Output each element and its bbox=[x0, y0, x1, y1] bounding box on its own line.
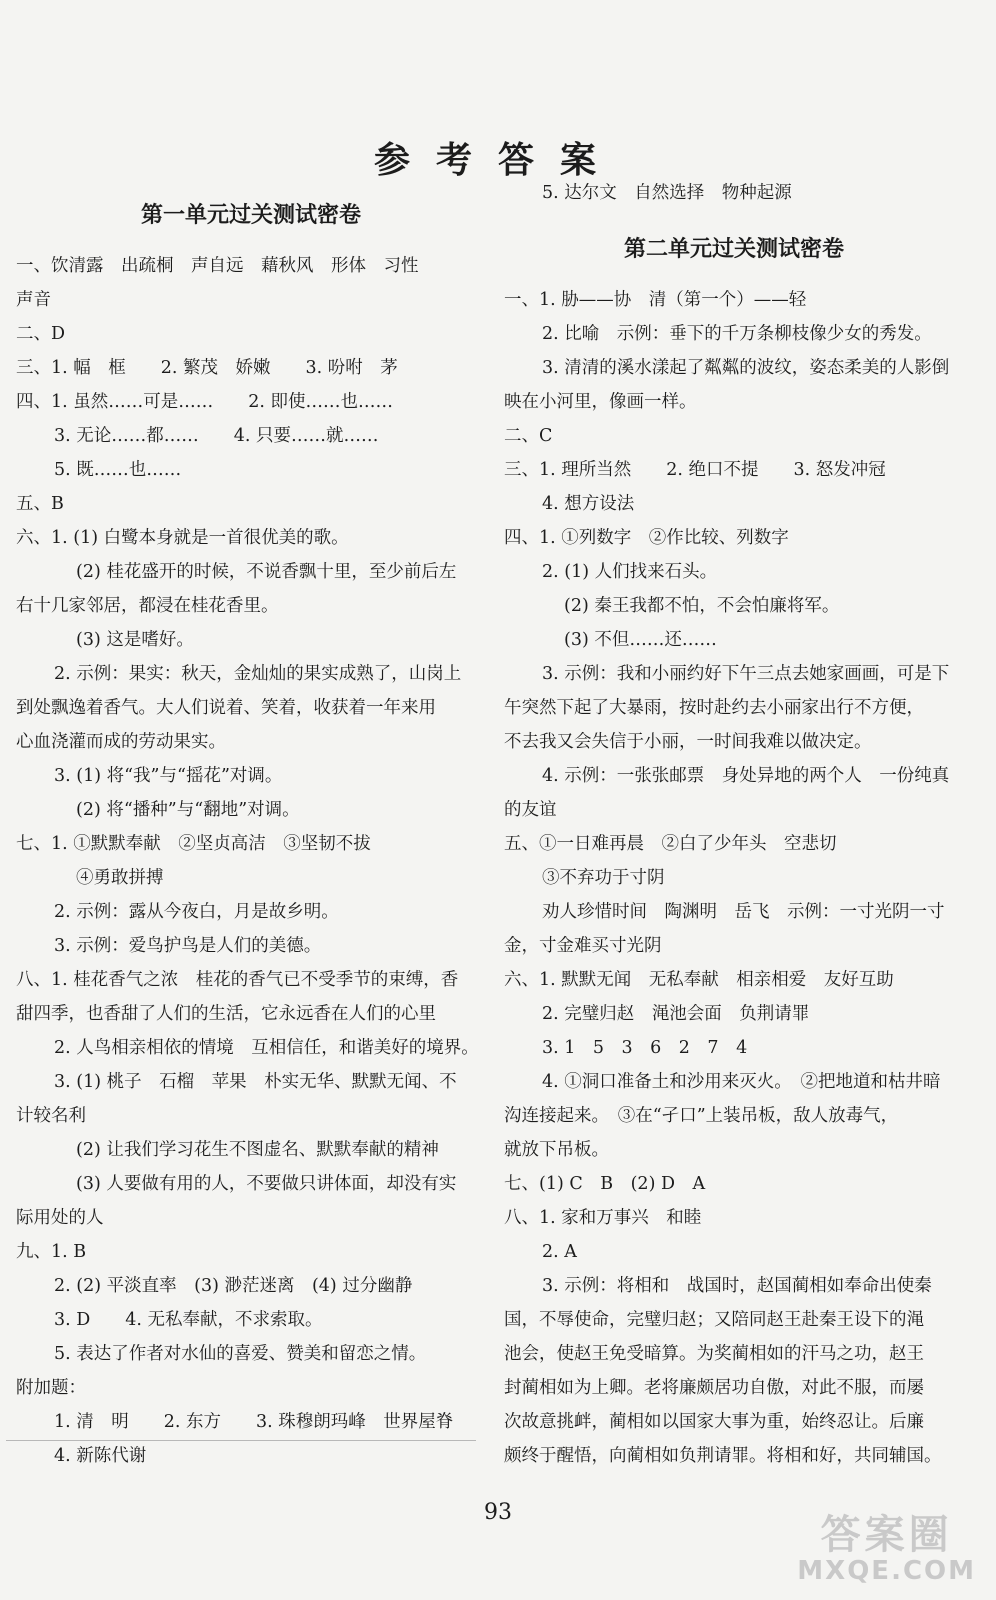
answer-line: 4. 想方设法 bbox=[542, 494, 635, 514]
watermark-url: MXQE.COM bbox=[797, 1556, 976, 1587]
answer-line: 心血浇灌而成的劳动果实。 bbox=[16, 732, 226, 752]
answer-line: 映在小河里，像画一样。 bbox=[504, 392, 697, 412]
answer-line: 3. (1) 将“我”与“摇花”对调。 bbox=[54, 766, 283, 786]
answer-line: 四、1. ①列数字 ②作比较、列数字 bbox=[504, 528, 789, 548]
answer-line: 计较名利 bbox=[16, 1106, 86, 1126]
answer-line: (2) 将“播种”与“翻地”对调。 bbox=[76, 800, 300, 820]
answer-line: (3) 人要做有用的人，不要做只讲体面，却没有实 bbox=[76, 1174, 457, 1194]
answer-line: 二、C bbox=[504, 426, 553, 446]
answer-line: 2. 比喻 示例：垂下的千万条柳枝像少女的秀发。 bbox=[542, 324, 932, 344]
answer-line: 1. 清 明 2. 东方 3. 珠穆朗玛峰 世界屋脊 bbox=[54, 1412, 454, 1432]
answer-line: 沟连接起来。 ③在“孑口”上装吊板，敌人放毒气， bbox=[504, 1106, 899, 1126]
answer-line: 到处飘逸着香气。大人们说着、笑着，收获着一年来用 bbox=[16, 698, 436, 718]
answer-line: 三、1. 理所当然 2. 绝口不提 3. 怒发冲冠 bbox=[504, 460, 886, 480]
answer-line: 声音 bbox=[16, 290, 51, 310]
answer-line: 次故意挑衅，蔺相如以国家大事为重，始终忍让。后廉 bbox=[504, 1412, 924, 1432]
answer-line: 3. D 4. 无私奉献，不求索取。 bbox=[54, 1310, 323, 1330]
answer-line: ④勇敢拼搏 bbox=[76, 868, 164, 888]
answer-line: 四、1. 虽然……可是…… 2. 即使……也…… bbox=[16, 392, 394, 412]
answer-line: 五、①一日难再晨 ②白了少年头 空悲切 bbox=[504, 834, 837, 854]
answer-line: 八、1. 家和万事兴 和睦 bbox=[504, 1208, 702, 1228]
answer-line: 五、B bbox=[16, 494, 64, 514]
answer-line: 2. 完璧归赵 渑池会面 负荆请罪 bbox=[542, 1004, 810, 1024]
answer-line: 八、1. 桂花香气之浓 桂花的香气已不受季节的束缚，香 bbox=[16, 970, 459, 990]
answer-line: 3. 清清的溪水漾起了粼粼的波纹，姿态柔美的人影倒 bbox=[542, 358, 950, 378]
answer-line: 一、饮清露 出疏桐 声自远 藉秋风 形体 习性 bbox=[16, 256, 419, 276]
answer-line: 七、(1) C B (2) D A bbox=[504, 1174, 706, 1194]
answer-line: 3. 无论……都…… 4. 只要……就…… bbox=[54, 426, 379, 446]
answer-line: 就放下吊板。 bbox=[504, 1140, 609, 1160]
answer-line: 六、1. (1) 白鹭本身就是一首很优美的歌。 bbox=[16, 528, 349, 548]
answer-line: 3. 示例：我和小丽约好下午三点去她家画画，可是下 bbox=[542, 664, 950, 684]
answer-line: 2. (1) 人们找来石头。 bbox=[542, 562, 718, 582]
answer-line: 颇终于醒悟，向蔺相如负荆请罪。将相和好，共同辅国。 bbox=[504, 1446, 942, 1466]
unit-2-heading: 第二单元过关测试密卷 bbox=[623, 237, 844, 262]
answer-line: 5. 达尔文 自然选择 物种起源 bbox=[542, 183, 792, 203]
answer-line: 午突然下起了大暴雨，按时赴约去小丽家出行不方便， bbox=[504, 698, 924, 718]
answer-line: 3. 1 5 3 6 2 7 4 bbox=[542, 1038, 748, 1058]
answer-line: 5. 既……也…… bbox=[54, 460, 182, 480]
answer-line: 劝人珍惜时间 陶渊明 岳飞 示例：一寸光阴一寸 bbox=[542, 902, 945, 922]
answer-line: 2. A bbox=[542, 1242, 577, 1262]
unit-1-heading: 第一单元过关测试密卷 bbox=[140, 203, 361, 228]
answer-line: 九、1. B bbox=[16, 1242, 87, 1262]
answer-line: 七、1. ①默默奉献 ②坚贞高洁 ③坚韧不拔 bbox=[16, 834, 371, 854]
answer-line: (3) 这是嗜好。 bbox=[76, 630, 194, 650]
page-number: 93 bbox=[484, 1500, 512, 1525]
answer-line: 一、1. 胁——协 清（第一个）——轻 bbox=[504, 290, 807, 310]
answer-line: (2) 秦王我都不怕，不会怕廉将军。 bbox=[564, 596, 840, 616]
answer-line: 3. (1) 桃子 石榴 苹果 朴实无华、默默无闻、不 bbox=[54, 1072, 457, 1092]
answer-line: 甜四季，也香甜了人们的生活，它永远香在人们的心里 bbox=[16, 1004, 436, 1024]
answer-line: 2. (2) 平淡直率 (3) 渺茫迷离 (4) 过分幽静 bbox=[54, 1276, 413, 1296]
answer-line: (3) 不但……还…… bbox=[564, 630, 717, 650]
watermark-logo bbox=[797, 1513, 976, 1586]
answer-line: 封蔺相如为上卿。老将廉颇居功自傲，对此不服，而屡 bbox=[504, 1378, 924, 1398]
answer-line: 二、D bbox=[16, 324, 66, 344]
answer-line: (2) 桂花盛开的时候，不说香飘十里，至少前后左 bbox=[76, 562, 457, 582]
answer-line: 不去我又会失信于小丽，一时间我难以做决定。 bbox=[504, 732, 872, 752]
answer-line: 附加题： bbox=[16, 1378, 86, 1398]
page-title: 参考答案 bbox=[373, 139, 622, 181]
answer-line: 4. ①洞口准备土和沙用来灭火。 ②把地道和枯井暗 bbox=[542, 1072, 941, 1092]
answer-line: 2. 人鸟相亲相依的情境 互相信任，和谐美好的境界。 bbox=[54, 1038, 479, 1058]
footer-divider bbox=[6, 1440, 476, 1441]
answer-line: 右十几家邻居，都浸在桂花香里。 bbox=[16, 596, 279, 616]
answer-line: 3. 示例：将相和 战国时，赵国蔺相如奉命出使秦 bbox=[542, 1276, 932, 1296]
watermark-text: 答案圈 bbox=[820, 1512, 953, 1559]
unit-1-answers bbox=[16, 249, 486, 1473]
answer-line: 三、1. 幅 框 2. 繁茂 娇嫩 3. 吩咐 茅 bbox=[16, 358, 398, 378]
answer-line: 国，不辱使命，完璧归赵；又陪同赵王赴秦王设下的渑 bbox=[504, 1310, 924, 1330]
answer-line: 2. 示例：果实：秋天，金灿灿的果实成熟了，山岗上 bbox=[54, 664, 462, 684]
answer-line: 4. 新陈代谢 bbox=[54, 1446, 147, 1466]
answer-line: 5. 表达了作者对水仙的喜爱、赞美和留恋之情。 bbox=[54, 1344, 427, 1364]
answer-line: (2) 让我们学习花生不图虚名、默默奉献的精神 bbox=[76, 1140, 439, 1160]
answer-line: 池会，使赵王免受暗算。为奖蔺相如的汗马之功，赵王 bbox=[504, 1344, 924, 1364]
answer-line: ③不弃功于寸阴 bbox=[542, 868, 665, 888]
answer-line: 际用处的人 bbox=[16, 1208, 104, 1228]
unit-2-answers bbox=[504, 283, 964, 1473]
answer-line: 3. 示例：爱鸟护鸟是人们的美德。 bbox=[54, 936, 322, 956]
answer-line: 六、1. 默默无闻 无私奉献 相亲相爱 友好互助 bbox=[504, 970, 894, 990]
answer-line: 2. 示例：露从今夜白，月是故乡明。 bbox=[54, 902, 339, 922]
answer-line: 4. 示例：一张张邮票 身处异地的两个人 一份纯真 bbox=[542, 766, 950, 786]
answer-line: 的友谊 bbox=[504, 800, 557, 820]
unit-1-continued bbox=[504, 176, 964, 210]
answer-line: 金，寸金难买寸光阴 bbox=[504, 936, 662, 956]
